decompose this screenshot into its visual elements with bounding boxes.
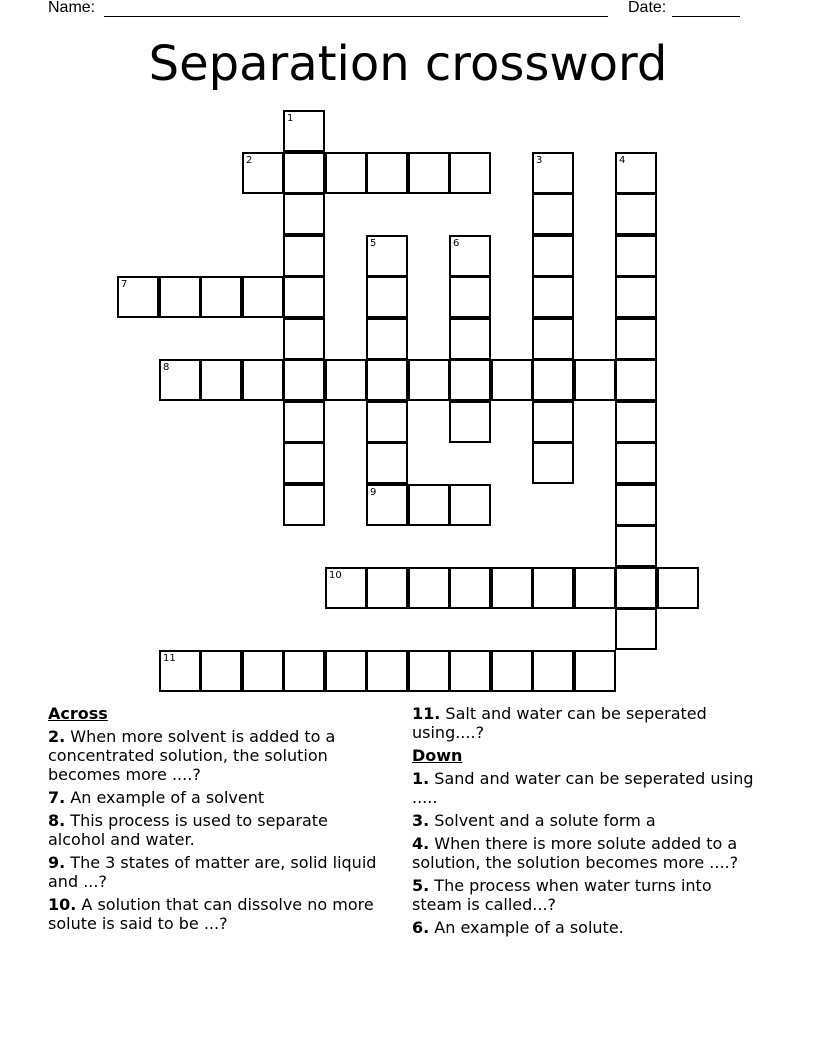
clue-item [412,876,764,914]
grid-cell[interactable] [532,152,574,194]
grid-cell[interactable] [532,650,574,692]
grid-cell[interactable] [325,152,367,194]
grid-cell[interactable] [242,359,284,401]
grid-cell[interactable] [159,650,201,692]
grid-cell[interactable] [615,401,657,443]
clue-number: 11 [163,653,176,664]
clue-item [412,769,764,807]
grid-cell[interactable] [449,401,491,443]
grid-cell[interactable] [574,650,616,692]
grid-cell[interactable] [283,152,325,194]
grid-cell[interactable] [283,276,325,318]
grid-cell[interactable] [532,276,574,318]
grid-cell[interactable] [449,359,491,401]
clue-item-number: 11. [412,704,441,723]
grid-cell[interactable] [117,276,159,318]
grid-cell[interactable] [657,567,699,609]
grid-cell[interactable] [574,567,616,609]
clue-item [48,895,388,933]
grid-cell[interactable] [283,193,325,235]
grid-cell[interactable] [283,442,325,484]
grid-cell[interactable] [325,359,367,401]
grid-cell[interactable] [449,567,491,609]
clue-item [412,834,764,872]
grid-cell[interactable] [532,567,574,609]
grid-cell[interactable] [366,442,408,484]
grid-cell[interactable] [366,567,408,609]
clue-number: 10 [329,570,342,581]
clue-number: 8 [163,362,170,373]
grid-cell[interactable] [408,484,450,526]
clue-item-number: 4. [412,834,430,853]
grid-cell[interactable] [366,484,408,526]
clue-item-number: 3. [412,811,430,830]
clue-item [412,704,764,742]
clue-item-number: 7. [48,788,66,807]
down-clues-column [412,704,764,941]
clue-item-number: 9. [48,853,66,872]
grid-cell[interactable] [366,318,408,360]
grid-cell[interactable] [615,567,657,609]
grid-cell[interactable] [242,152,284,194]
grid-cell[interactable] [491,567,533,609]
grid-cell[interactable] [366,401,408,443]
grid-cell[interactable] [408,359,450,401]
grid-cell[interactable] [325,567,367,609]
clue-item-text: When more solvent is added to a concentrated solution, the solution becomes more ....? [48,727,336,784]
date-label: Date: [628,0,667,16]
clue-item [48,811,388,849]
grid-cell[interactable] [283,318,325,360]
grid-cell[interactable] [408,152,450,194]
grid-cell[interactable] [615,359,657,401]
grid-cell[interactable] [532,235,574,277]
grid-cell[interactable] [449,318,491,360]
clue-number: 2 [246,155,253,166]
grid-cell[interactable] [366,359,408,401]
grid-cell[interactable] [408,650,450,692]
grid-cell[interactable] [283,110,325,152]
clue-item-text: A solution that can dissolve no more solute is said to be ...? [48,895,374,933]
clue-number: 1 [287,113,294,124]
grid-cell[interactable] [159,359,201,401]
grid-cell[interactable] [283,359,325,401]
across-clues-column [48,704,388,937]
clue-item [48,788,388,807]
clue-number: 3 [536,155,543,166]
grid-cell[interactable] [449,276,491,318]
grid-cell[interactable] [283,650,325,692]
grid-cell[interactable] [366,235,408,277]
grid-cell[interactable] [615,193,657,235]
grid-cell[interactable] [615,484,657,526]
clue-number: 5 [370,238,377,249]
down-heading: Down [412,746,463,765]
clue-item-text: Salt and water can be seperated using....? [412,704,707,742]
clue-item [412,811,764,830]
clue-number: 6 [453,238,460,249]
grid-cell[interactable] [449,152,491,194]
clue-item-text: The 3 states of matter are, solid liquid and ...? [48,853,377,891]
clue-item-number: 1. [412,769,430,788]
grid-cell[interactable] [325,650,367,692]
grid-cell[interactable] [408,567,450,609]
clue-item-text: The process when water turns into steam is called...? [412,876,712,914]
clue-item-text: This process is used to separate alcohol and water. [48,811,328,849]
grid-cell[interactable] [366,152,408,194]
grid-cell[interactable] [159,276,201,318]
clue-item-number: 6. [412,918,430,937]
clue-item-number: 10. [48,895,77,914]
grid-cell[interactable] [532,193,574,235]
clue-item [412,918,764,937]
across-heading: Across [48,704,108,723]
clue-number: 9 [370,487,377,498]
grid-cell[interactable] [242,650,284,692]
clue-item [48,727,388,784]
grid-cell[interactable] [615,276,657,318]
clue-item-text: An example of a solvent [65,788,265,807]
grid-cell[interactable] [532,442,574,484]
grid-cell[interactable] [242,276,284,318]
clue-item-number: 5. [412,876,430,895]
clue-item-text: Sand and water can be seperated using ..... [412,769,754,807]
grid-cell[interactable] [283,484,325,526]
clue-item-number: 2. [48,727,66,746]
grid-cell[interactable] [532,401,574,443]
grid-cell[interactable] [366,276,408,318]
grid-cell[interactable] [449,650,491,692]
grid-cell[interactable] [615,318,657,360]
clue-item-text: When there is more solute added to a solution, the solution becomes more ....? [412,834,739,872]
grid-cell[interactable] [283,235,325,277]
grid-cell[interactable] [615,442,657,484]
grid-cell[interactable] [615,608,657,650]
grid-cell[interactable] [532,359,574,401]
grid-cell[interactable] [366,650,408,692]
grid-cell[interactable] [574,359,616,401]
clue-item-text: Solvent and a solute form a [429,811,656,830]
grid-cell[interactable] [615,525,657,567]
grid-cell[interactable] [615,152,657,194]
name-label: Name: [48,0,96,16]
grid-cell[interactable] [200,359,242,401]
page-title: Separation crossword [148,36,668,92]
grid-cell[interactable] [449,235,491,277]
clue-item [48,853,388,891]
grid-cell[interactable] [532,318,574,360]
clue-item-text: An example of a solute. [429,918,624,937]
grid-cell[interactable] [491,359,533,401]
grid-cell[interactable] [615,235,657,277]
clue-number: 7 [121,279,128,290]
grid-cell[interactable] [449,484,491,526]
grid-cell[interactable] [200,276,242,318]
grid-cell[interactable] [491,650,533,692]
grid-cell[interactable] [283,401,325,443]
clue-number: 4 [619,155,626,166]
clue-item-number: 8. [48,811,66,830]
grid-cell[interactable] [200,650,242,692]
